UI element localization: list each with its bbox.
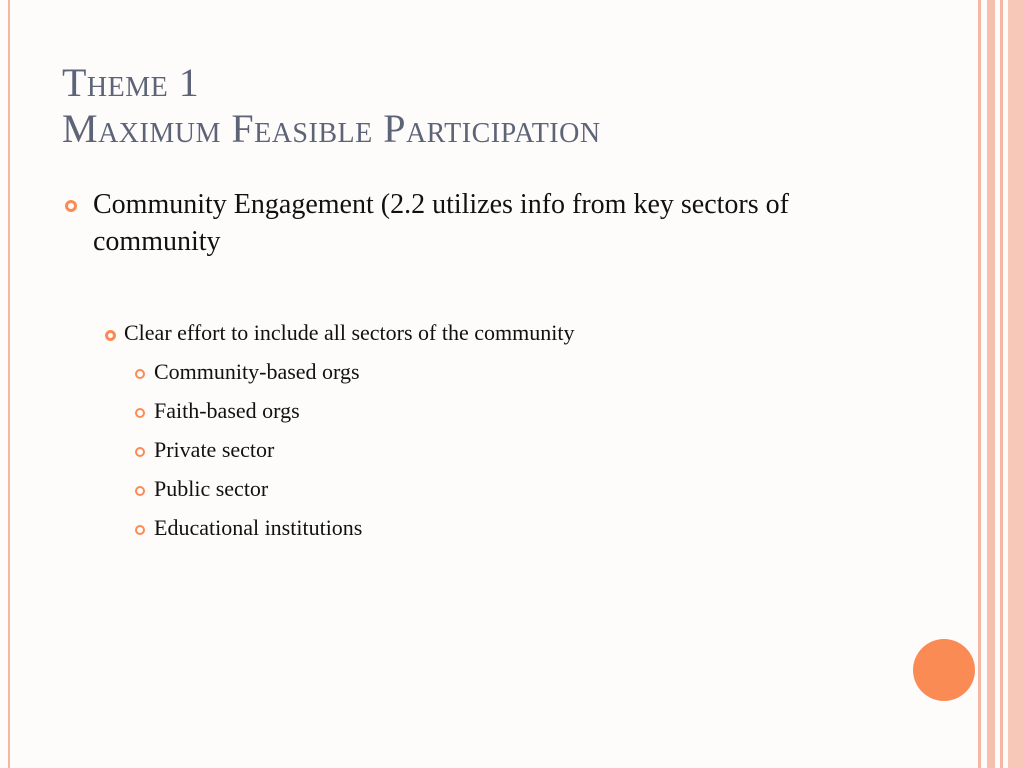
slide-body — [62, 186, 922, 552]
circle-bullet-icon — [135, 369, 145, 379]
bullet-text: Community-based orgs — [154, 359, 360, 384]
circle-bullet-icon — [135, 486, 145, 496]
bullet-level-3 — [135, 396, 922, 426]
right-stripe — [978, 0, 981, 768]
orange-circle-decoration — [913, 639, 975, 701]
bullet-level-3 — [135, 474, 922, 504]
title-line-1: Theme 1 — [62, 60, 200, 105]
bullet-level-3 — [135, 357, 922, 387]
circle-bullet-icon — [135, 408, 145, 418]
bullet-level-2 — [105, 318, 922, 348]
bullet-text: Public sector — [154, 476, 269, 501]
right-stripe — [987, 0, 995, 768]
right-stripe — [1008, 0, 1024, 768]
bullet-level-3 — [135, 513, 922, 543]
bullet-text: Educational institutions — [154, 515, 363, 540]
circle-bullet-icon — [135, 447, 145, 457]
bullet-level-3 — [135, 435, 922, 465]
bullet-text: Community Engagement (2.2 utilizes info from key sectors of community — [93, 189, 789, 257]
circle-bullet-icon — [105, 330, 116, 341]
bullet-text: Faith-based orgs — [154, 398, 300, 423]
right-stripe — [1000, 0, 1003, 768]
slide-title — [62, 60, 942, 152]
bullet-text: Private sector — [154, 437, 275, 462]
circle-bullet-icon — [135, 525, 145, 535]
bullet-level-1 — [62, 186, 922, 260]
title-line-2: Maximum Feasible Participation — [62, 106, 601, 151]
circle-bullet-icon — [65, 200, 77, 212]
bullet-text: Clear effort to include all sectors of the community — [124, 320, 575, 345]
left-border — [8, 0, 10, 768]
